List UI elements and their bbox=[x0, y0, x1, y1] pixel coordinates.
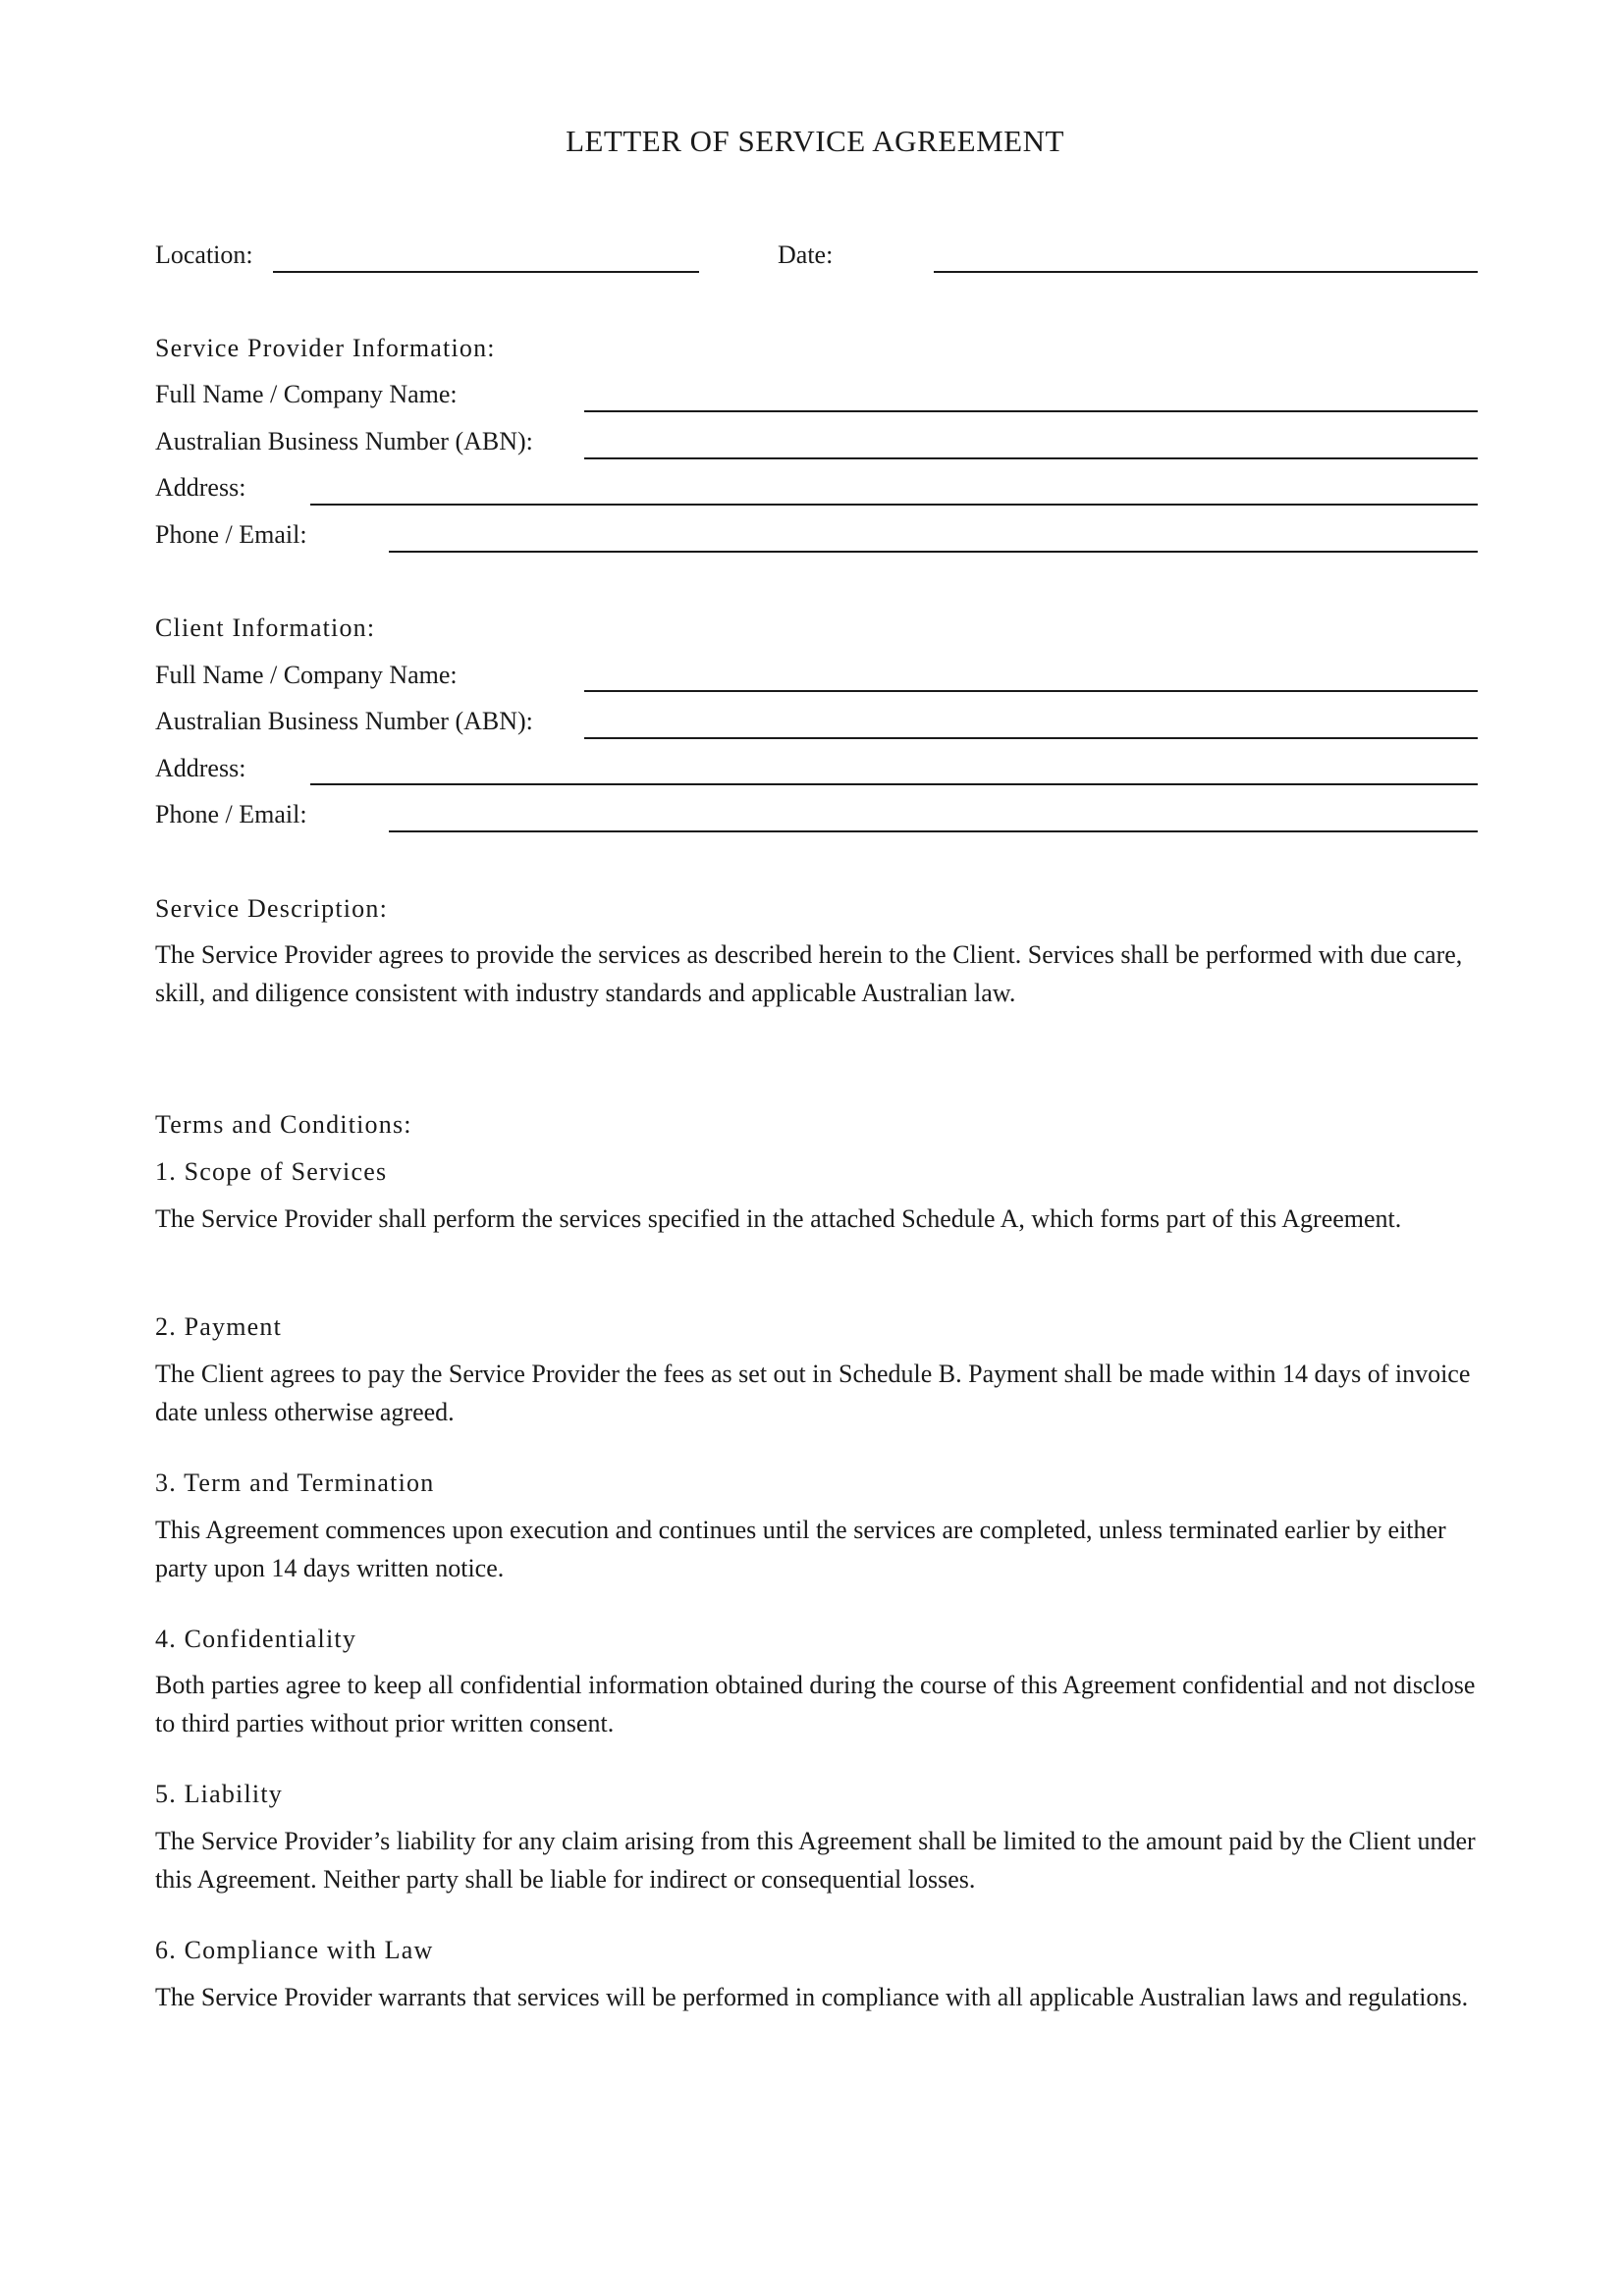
client-contact-label: Phone / Email: bbox=[155, 800, 307, 828]
client-contact-field[interactable] bbox=[389, 830, 1478, 832]
term-title-scope: 1. Scope of Services bbox=[155, 1157, 388, 1186]
provider-name-field[interactable] bbox=[584, 410, 1478, 412]
document-title: LETTER OF SERVICE AGREEMENT bbox=[566, 124, 1064, 158]
date-field[interactable] bbox=[934, 271, 1478, 273]
client-heading: Client Information: bbox=[155, 614, 376, 642]
term-text-payment: The Client agrees to pay the Service Provider the fees as set out in Schedule B. Payment shall be made within 14 days of invoice date unless otherwise agreed. bbox=[155, 1360, 1471, 1426]
term-text-confidentiality: Both parties agree to keep all confidential information obtained during the course of this Agreement confidential and not disclose to third parties without prior written consent. bbox=[155, 1671, 1476, 1737]
term-text-compliance: The Service Provider warrants that services will be performed in compliance with all applicable Australian laws and regulations. bbox=[155, 1983, 1469, 2011]
provider-abn-field[interactable] bbox=[584, 457, 1478, 459]
provider-address-label: Address: bbox=[155, 473, 246, 502]
term-title-confidentiality: 4. Confidentiality bbox=[155, 1625, 357, 1653]
client-address-field[interactable] bbox=[310, 783, 1478, 785]
term-title-termination: 3. Term and Termination bbox=[155, 1468, 435, 1497]
provider-contact-label: Phone / Email: bbox=[155, 520, 307, 549]
description-heading: Service Description: bbox=[155, 894, 388, 923]
term-title-liability: 5. Liability bbox=[155, 1780, 283, 1808]
provider-abn-label: Australian Business Number (ABN): bbox=[155, 427, 533, 455]
term-title-payment: 2. Payment bbox=[155, 1312, 282, 1341]
date-label: Date: bbox=[778, 240, 834, 269]
client-name-field[interactable] bbox=[584, 690, 1478, 692]
provider-name-label: Full Name / Company Name: bbox=[155, 380, 458, 408]
term-text-liability: The Service Provider’s liability for any claim arising from this Agreement shall be limited to the amount paid by the Client under this Agreement. Neither party shall be liable for indirect or consequential losses. bbox=[155, 1827, 1476, 1894]
term-title-compliance: 6. Compliance with Law bbox=[155, 1936, 434, 1964]
term-text-scope: The Service Provider shall perform the services specified in the attached Schedule A, which forms part of this Agreement. bbox=[155, 1204, 1402, 1233]
client-abn-label: Australian Business Number (ABN): bbox=[155, 707, 533, 735]
provider-contact-field[interactable] bbox=[389, 551, 1478, 553]
terms-heading: Terms and Conditions: bbox=[155, 1110, 412, 1139]
provider-heading: Service Provider Information: bbox=[155, 334, 496, 362]
provider-address-field[interactable] bbox=[310, 504, 1478, 506]
term-text-termination: This Agreement commences upon execution and continues until the services are completed, unless terminated earlier by either party upon 14 days written notice. bbox=[155, 1516, 1446, 1582]
location-field[interactable] bbox=[273, 271, 699, 273]
description-text: The Service Provider agrees to provide the services as described herein to the Client. Services shall be performed with due care, skill, and diligence consistent with industry standards and applicable Australian law. bbox=[155, 940, 1463, 1007]
client-abn-field[interactable] bbox=[584, 737, 1478, 739]
client-address-label: Address: bbox=[155, 754, 246, 782]
client-name-label: Full Name / Company Name: bbox=[155, 661, 458, 689]
location-label: Location: bbox=[155, 240, 253, 269]
